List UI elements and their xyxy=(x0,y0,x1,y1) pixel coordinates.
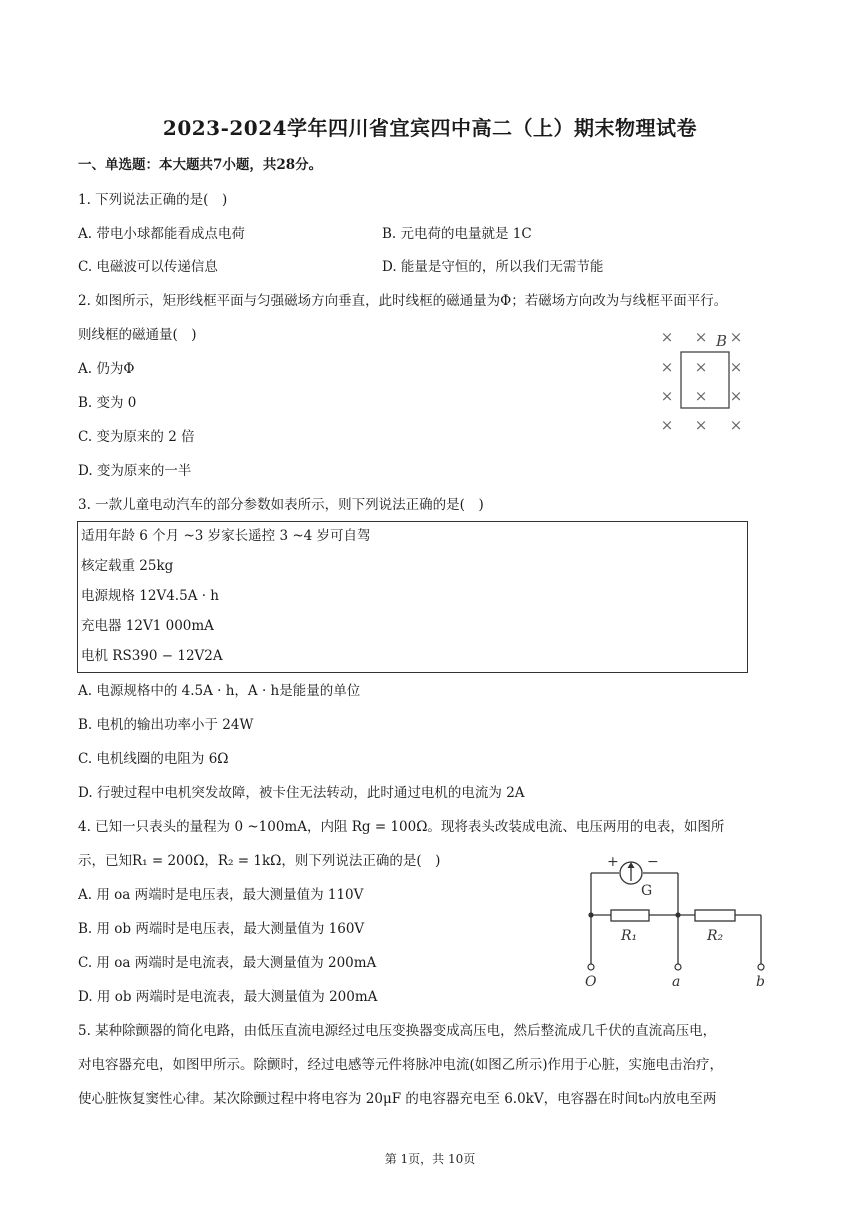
field-mark: × xyxy=(660,358,674,376)
field-mark: × xyxy=(660,387,674,405)
field-mark: × xyxy=(729,358,743,376)
q2-option-a[interactable]: A. 仍为Φ xyxy=(78,361,135,377)
minus-sign: − xyxy=(647,854,659,870)
field-mark: × xyxy=(729,387,743,405)
q5-stem-line2: 对电容器充电，如图甲所示。除颤时，经过电感等元件将脉冲电流(如图乙所示)作用于心脏，实施电击治疗， xyxy=(78,1057,724,1073)
terminal-o-label: O xyxy=(585,974,597,990)
field-mark: × xyxy=(694,358,708,376)
q2-option-d[interactable]: D. 变为原来的一半 xyxy=(78,463,192,479)
field-mark: × xyxy=(729,416,743,434)
field-mark: × xyxy=(694,416,708,434)
r2-label: R₂ xyxy=(707,928,724,944)
q2-option-b[interactable]: B. 变为 0 xyxy=(78,395,137,411)
table-row: 电源规格 12V4.5A · h xyxy=(81,588,220,604)
q4-option-b[interactable]: B. 用 ob 两端时是电压表，最大测量值为 160V xyxy=(78,921,365,937)
q1-option-d[interactable]: D. 能量是守恒的，所以我们无需节能 xyxy=(382,259,604,275)
q2-stem-line1: 2. 如图所示，矩形线框平面与匀强磁场方向垂直，此时线框的磁通量为Φ；若磁场方向改为与线框平面平行。 xyxy=(78,293,728,309)
q2-option-c[interactable]: C. 变为原来的 2 倍 xyxy=(78,429,195,445)
q4-stem-line2: 示，已知R₁ = 200Ω，R₂ = 1kΩ，则下列说法正确的是( ) xyxy=(78,853,441,869)
q1-option-a[interactable]: A. 带电小球都能看成点电荷 xyxy=(78,226,245,242)
plus-sign: + xyxy=(607,854,619,870)
q4-circuit-diagram xyxy=(575,852,775,992)
q5-stem-line1: 5. 某种除颤器的简化电路，由低压直流电源经过电压变换器变成高压电，然后整流成几千伏的直流高压电， xyxy=(78,1023,717,1039)
table-row: 充电器 12V1 000mA xyxy=(81,618,214,634)
terminal-o xyxy=(588,964,594,970)
terminal-b xyxy=(758,964,764,970)
q3-option-c[interactable]: C. 电机线圈的电阻为 6Ω xyxy=(78,751,229,767)
page-title: 2023-2024学年四川省宜宾四中高二（上）期末物理试卷 xyxy=(162,116,698,140)
q4-option-d[interactable]: D. 用 ob 两端时是电流表，最大测量值为 200mA xyxy=(78,989,378,1005)
field-mark: × xyxy=(694,328,708,346)
q3-option-a[interactable]: A. 电源规格中的 4.5A · h，A · h是能量的单位 xyxy=(78,683,361,699)
r1-label: R₁ xyxy=(621,928,638,944)
q4-option-c[interactable]: C. 用 oa 两端时是电流表，最大测量值为 200mA xyxy=(78,955,377,971)
field-mark: × xyxy=(729,328,743,346)
field-mark: × xyxy=(660,328,674,346)
field-mark: × xyxy=(694,387,708,405)
terminal-a xyxy=(675,964,681,970)
field-mark: × xyxy=(660,416,674,434)
q4-stem-line1: 4. 已知一只表头的量程为 0 ~100mA，内阻 Rg = 100Ω。现将表头改装成电流、电压两用的电表，如图所 xyxy=(78,819,725,835)
q3-option-b[interactable]: B. 电机的输出功率小于 24W xyxy=(78,717,254,733)
section-heading: 一、单选题：本大题共7小题，共28分。 xyxy=(78,157,323,173)
q3-stem: 3. 一款儿童电动汽车的部分参数如表所示，则下列说法正确的是( ) xyxy=(78,497,484,513)
field-label-b: B xyxy=(716,332,728,350)
q1-option-b[interactable]: B. 元电荷的电量就是 1C xyxy=(382,226,532,242)
junction-dot xyxy=(588,912,593,917)
resistor-r2 xyxy=(695,910,735,921)
q3-option-d[interactable]: D. 行驶过程中电机突发故障，被卡住无法转动，此时通过电机的电流为 2A xyxy=(78,785,525,801)
q5-stem-line3: 使心脏恢复窦性心律。某次除颤过程中将电容为 20μF 的电容器充电至 6.0kV，电容器在时间t₀内放电至两 xyxy=(78,1091,717,1107)
table-row: 核定载重 25kg xyxy=(81,558,174,574)
q3-parameter-table xyxy=(77,521,748,673)
junction-dot xyxy=(675,912,680,917)
table-row: 适用年龄 6 个月 ~3 岁家长遥控 3 ~4 岁可自驾 xyxy=(81,528,371,544)
meter-label: G xyxy=(641,883,653,899)
q1-option-c[interactable]: C. 电磁波可以传递信息 xyxy=(78,259,218,275)
q1-stem: 1. 下列说法正确的是( ) xyxy=(78,192,228,208)
q2-stem-line2: 则线框的磁通量( ) xyxy=(78,327,197,343)
table-row: 电机 RS390 − 12V2A xyxy=(81,648,223,664)
terminal-b-label: b xyxy=(756,974,765,990)
resistor-r1 xyxy=(611,910,649,921)
q2-magnetic-field-figure xyxy=(650,322,755,437)
page-footer: 第 1页，共 10页 xyxy=(384,1152,476,1166)
terminal-a-label: a xyxy=(672,974,681,990)
q4-option-a[interactable]: A. 用 oa 两端时是电压表，最大测量值为 110V xyxy=(78,887,364,903)
